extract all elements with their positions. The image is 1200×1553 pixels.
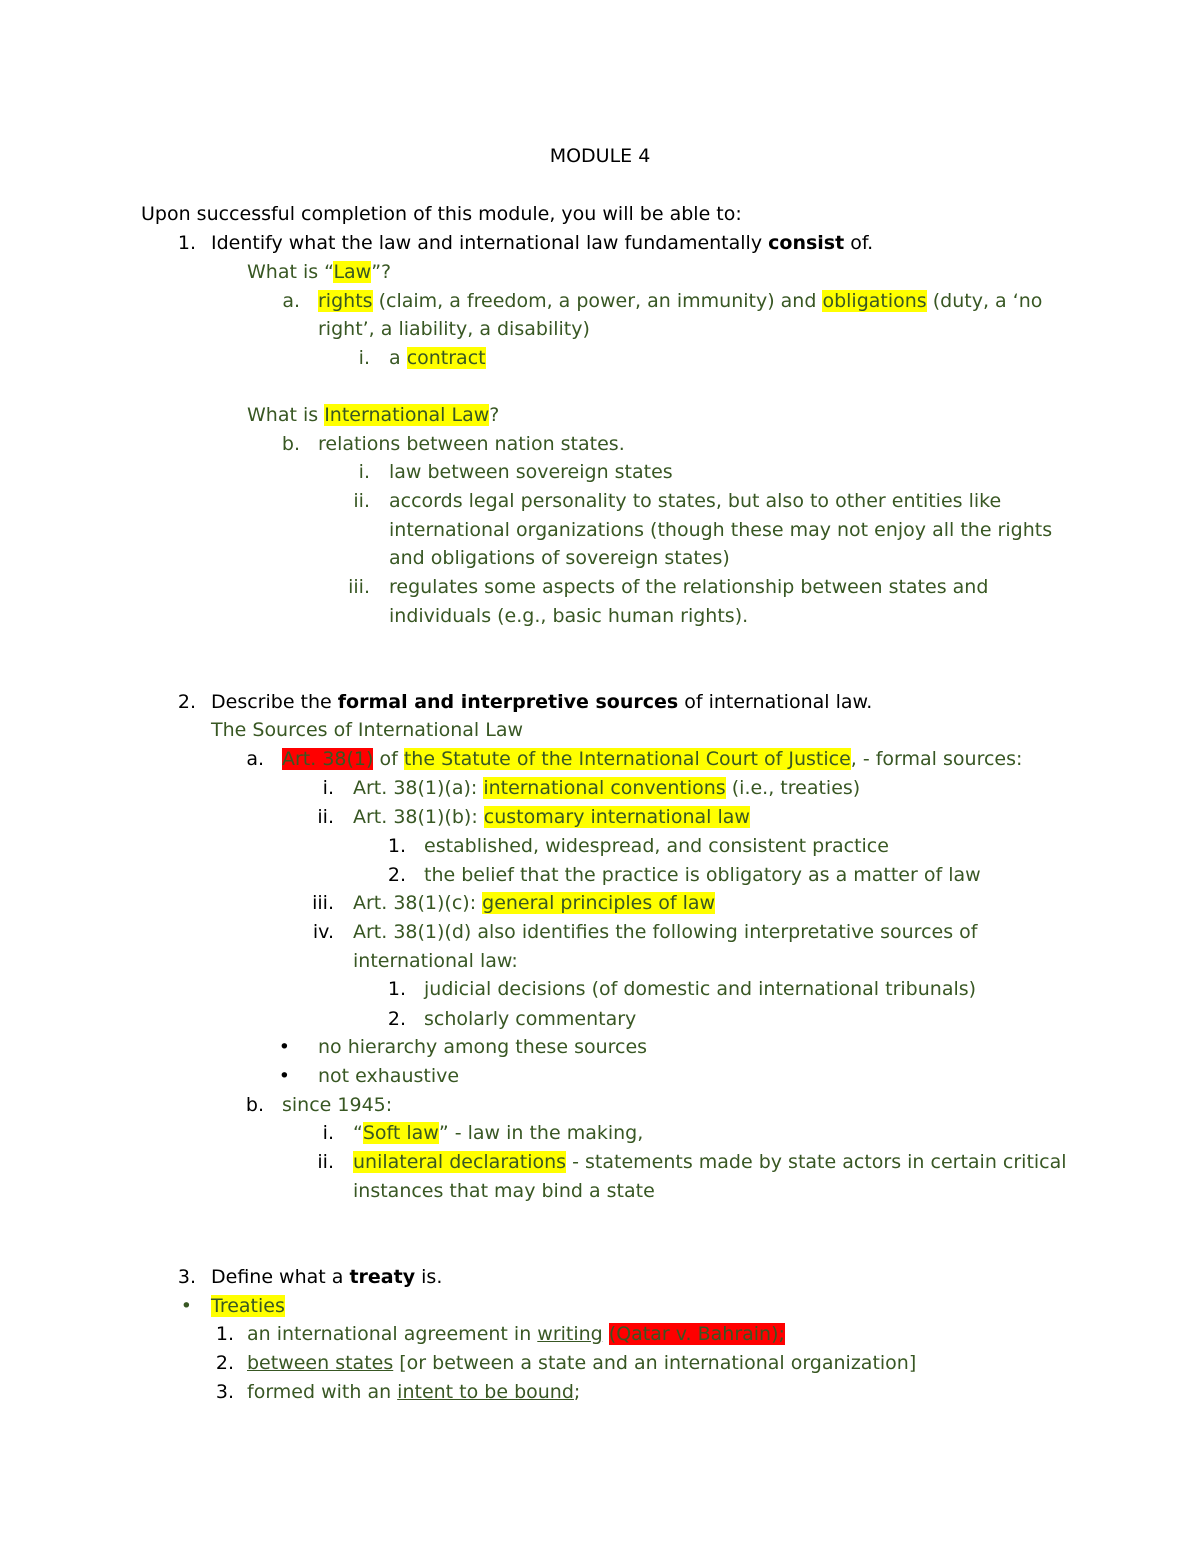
list-marker: 1. bbox=[177, 232, 196, 254]
list-marker: i. bbox=[322, 777, 334, 799]
bullet-icon: • bbox=[278, 1036, 290, 1058]
list-item: law between sovereign states bbox=[389, 461, 673, 483]
list-item: scholarly commentary bbox=[424, 1008, 637, 1030]
list-marker: b. bbox=[245, 1094, 264, 1116]
list-item: Art. 38(1)(b): customary international law bbox=[353, 806, 750, 828]
objective-3: Define what a treaty is. bbox=[211, 1266, 443, 1288]
list-item: judicial decisions (of domestic and international tribunals) bbox=[424, 978, 977, 1000]
list-marker: b. bbox=[281, 433, 300, 455]
list-item: Treaties bbox=[211, 1295, 285, 1317]
list-item: unilateral declarations - statements made by state actors in certain critical bbox=[353, 1151, 1067, 1173]
list-marker: 3. bbox=[177, 1266, 196, 1288]
list-marker: 1. bbox=[387, 978, 406, 1000]
list-item: a contract bbox=[389, 347, 486, 369]
list-marker: 2. bbox=[177, 691, 196, 713]
list-marker: 3. bbox=[215, 1381, 234, 1403]
list-item: “Soft law” - law in the making, bbox=[353, 1122, 644, 1144]
list-item-continuation: international organizations (though these may not enjoy all the rights bbox=[389, 519, 1053, 541]
list-item-continuation: international law: bbox=[353, 950, 518, 972]
list-marker: i. bbox=[358, 461, 370, 483]
bullet-icon: • bbox=[278, 1065, 290, 1087]
section-subtitle: The Sources of International Law bbox=[211, 719, 523, 741]
list-marker: i. bbox=[322, 1122, 334, 1144]
list-item-continuation: individuals (e.g., basic human rights). bbox=[389, 605, 749, 627]
list-marker: 1. bbox=[215, 1323, 234, 1345]
list-item: since 1945: bbox=[282, 1094, 393, 1116]
what-is-law-heading: What is “Law”? bbox=[247, 261, 392, 283]
list-item: accords legal personality to states, but also to other entities like bbox=[389, 490, 1002, 512]
list-marker: ii. bbox=[317, 806, 334, 828]
list-item: relations between nation states. bbox=[318, 433, 625, 455]
list-item: no hierarchy among these sources bbox=[318, 1036, 648, 1058]
list-marker: 2. bbox=[387, 1008, 406, 1030]
list-item: an international agreement in writing (Qatar v. Bahrain); bbox=[247, 1323, 785, 1345]
list-item-continuation: and obligations of sovereign states) bbox=[389, 547, 730, 569]
list-item: regulates some aspects of the relationship between states and bbox=[389, 576, 989, 598]
list-marker: iii. bbox=[312, 892, 334, 914]
list-item: Art. 38(1)(c): general principles of law bbox=[353, 892, 716, 914]
list-item-continuation: instances that may bind a state bbox=[353, 1180, 655, 1202]
list-marker: 1. bbox=[387, 835, 406, 857]
list-marker: i. bbox=[358, 347, 370, 369]
objective-2: Describe the formal and interpretive sources of international law. bbox=[211, 691, 873, 713]
list-marker: ii. bbox=[317, 1151, 334, 1173]
list-marker: 2. bbox=[215, 1352, 234, 1374]
list-item: between states [or between a state and an international organization] bbox=[247, 1352, 917, 1374]
what-is-international-law-heading: What is International Law? bbox=[247, 404, 500, 426]
list-item: not exhaustive bbox=[318, 1065, 460, 1087]
list-marker: 2. bbox=[387, 864, 406, 886]
intro-text: Upon successful completion of this module, you will be able to: bbox=[141, 203, 742, 225]
list-item-continuation: right’, a liability, a disability) bbox=[318, 318, 590, 340]
list-marker: iv. bbox=[312, 921, 334, 943]
objective-1: Identify what the law and international law fundamentally consist of. bbox=[211, 232, 874, 254]
list-marker: a. bbox=[282, 290, 300, 312]
list-item: Art. 38(1) of the Statute of the International Court of Justice, - formal sources: bbox=[282, 748, 1023, 770]
page-title: MODULE 4 bbox=[549, 145, 651, 167]
list-item: the belief that the practice is obligatory as a matter of law bbox=[424, 864, 981, 886]
list-marker: a. bbox=[246, 748, 264, 770]
list-item: rights (claim, a freedom, a power, an immunity) and obligations (duty, a ‘no bbox=[318, 290, 1043, 312]
list-marker: iii. bbox=[348, 576, 370, 598]
list-item: Art. 38(1)(a): international conventions (i.e., treaties) bbox=[353, 777, 861, 799]
list-item: Art. 38(1)(d) also identifies the following interpretative sources of bbox=[353, 921, 978, 943]
list-item: formed with an intent to be bound; bbox=[247, 1381, 581, 1403]
list-item: established, widespread, and consistent practice bbox=[424, 835, 889, 857]
list-marker: ii. bbox=[353, 490, 370, 512]
bullet-icon: • bbox=[180, 1295, 192, 1317]
